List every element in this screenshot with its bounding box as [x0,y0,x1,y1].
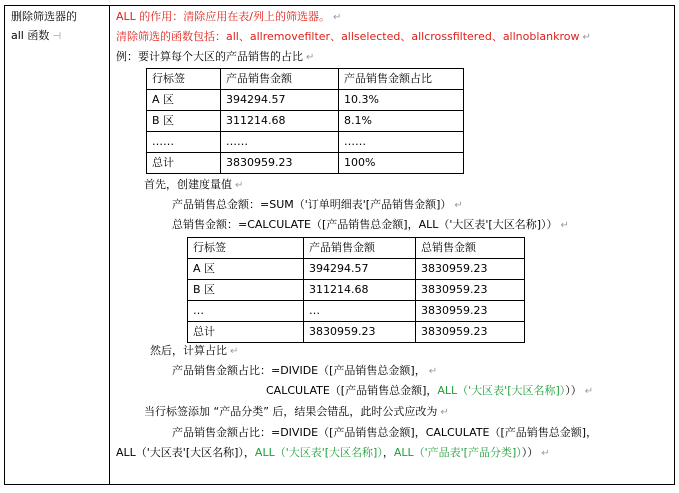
table-cell: 100% [339,153,464,174]
ratio-formula-line2: CALCULATE（[产品销售总金额]，ALL（'大区表'[大区名称]））） ↵ [266,384,594,397]
measure-total-sales: 产品销售总金额：=SUM（'订单明细表'[产品销售金额]） ↵ [172,198,463,211]
table-header-row [188,238,525,259]
table-header-cell: 总销售金额 [416,238,525,259]
paragraph-mark: ↵ [332,12,342,23]
paragraph-mark: ↵ [582,32,591,43]
paragraph-mark: ↵ [560,220,569,231]
paragraph-mark: ↵ [541,448,550,459]
table-cell: A 区 [188,259,304,280]
table-cell: 3830959.23 [304,322,416,343]
table-row [188,301,525,322]
table-header-cell: 行标签 [147,69,221,90]
table-row [147,111,464,132]
paragraph-mark: ↵ [306,52,315,63]
table-row [188,322,525,343]
measure-all-sales: 总销售金额：=CALCULATE（[产品销售总金额]，ALL（'大区表'[大区名称]）） ↵ [172,218,569,231]
paragraph-mark: ↵ [584,386,594,397]
all-clause-highlight: ALL（'大区表'[大区名称]） [254,446,383,459]
table-cell: 3830959.23 [416,280,525,301]
table-cell: …… [147,132,221,153]
table-cell: 3830959.23 [416,301,525,322]
table-cell: … [304,301,416,322]
table-header-cell: 产品销售金额 [304,238,416,259]
table-cell: …… [339,132,464,153]
table-header-cell: 行标签 [188,238,304,259]
table-row [147,90,464,111]
example-table-1 [146,68,464,174]
left-cell-line2: all 函数 ⊣ [11,29,62,42]
table-header-row [147,69,464,90]
paragraph-mark: ↵ [440,407,449,418]
table-cell: 311214.68 [221,111,339,132]
ratio-formula-line1: 产品销售金额占比：=DIVIDE（[产品销售总金额]， ↵ [172,364,438,377]
table-row [188,280,525,301]
paragraph-mark: ↵ [428,366,438,377]
table-row [147,153,464,174]
table-cell: 311214.68 [304,280,416,301]
paragraph-mark: ↵ [235,180,244,191]
table-cell: B 区 [188,280,304,301]
step2-title: 然后，计算占比 ↵ [150,344,239,357]
table-cell: 8.1% [339,111,464,132]
all-definition: ALL 的作用：清除应用在表/列上的筛选器。 ↵ [116,10,342,23]
example-heading: 例：要计算每个大区的产品销售的占比 ↵ [116,50,315,63]
cell-end-mark: ⊣ [52,31,62,42]
paragraph-mark: ↵ [230,346,239,357]
revised-formula-line2: ALL（'大区表'[大区名称]），ALL（'大区表'[大区名称]），ALL（'产品表'[产品分类]））） ↵ [116,446,550,459]
revised-formula-line1: 产品销售金额占比：=DIVIDE（[产品销售总金额]，CALCULATE（[产品销售总金额]， [172,426,598,439]
table-cell: 总计 [188,322,304,343]
all-clause-highlight: ALL（'产品表'[产品分类]） [393,446,522,459]
table-cell: 394294.57 [304,259,416,280]
table-cell: 总计 [147,153,221,174]
step1-title: 首先，创建度量值 ↵ [144,178,244,191]
table-cell: … [188,301,304,322]
table-row [188,259,525,280]
paragraph-mark: ↵ [454,200,463,211]
table-cell: 10.3% [339,90,464,111]
left-cell-line1: 删除筛选器的 [11,10,77,23]
table-cell: 394294.57 [221,90,339,111]
table-cell: …… [221,132,339,153]
table-cell: B 区 [147,111,221,132]
step3-title: 当行标签添加 “产品分类” 后，结果会错乱，此时公式应改为 ↵ [144,405,449,418]
table-header-cell: 产品销售金额 [221,69,339,90]
example-table-2 [187,237,525,343]
table-cell: 3830959.23 [416,322,525,343]
table-cell: 3830959.23 [416,259,525,280]
table-row [147,132,464,153]
clear-filter-functions: 清除筛选的函数包括：all、allremovefilter、allselected、allcrossfiltered、allnoblankrow ↵ [116,30,591,43]
all-clause-highlight: ALL（'大区表'[大区名称]） [437,384,566,397]
table-header-cell: 产品销售金额占比 [339,69,464,90]
table-cell: 3830959.23 [221,153,339,174]
table-cell: A 区 [147,90,221,111]
